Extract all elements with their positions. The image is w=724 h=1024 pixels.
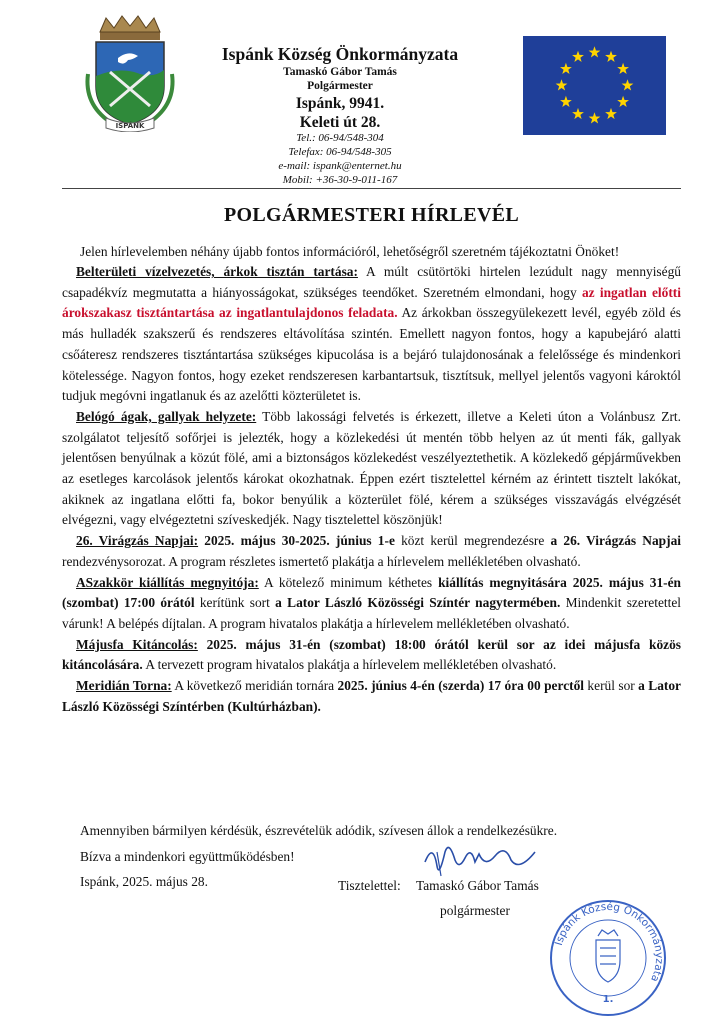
intro-text: Jelen hírlevelemben néhány újabb fontos információról, lehetőségről szeretném tájékoztatni Önöket!	[80, 244, 620, 259]
fax: Telefax: 06-94/548-305	[288, 146, 392, 158]
signer-title: polgármester	[440, 903, 510, 918]
section-exhibition: ASzakkör kiállítás megnyitója: A kötelező minimum kéthetes kiállítás megnyitására 2025. május 31-én (szombat) 17:00 órától kerítünk sort a Lator László Közösségi Színtér nagytermében. Mindenkit szeretettel várunk! A belépés díjtalan. A program hivatalos plakátja a hírlevelem mellékletében olvasható.	[62, 574, 681, 631]
signer-name: Tamaskó Gábor Tamás	[416, 878, 539, 893]
stamp-crest-icon	[596, 930, 620, 982]
mayor-name: Tamaskó Gábor Tamás	[283, 66, 397, 78]
header-divider	[62, 188, 681, 189]
address-city: Ispánk, 9941.	[295, 95, 385, 112]
mobile: Mobil: +36-30-9-011-167	[282, 174, 398, 186]
section-heading: 26. Virágzás Napjai:	[76, 533, 199, 549]
closing-cooperation: Bízva a mindenkori együttműködésben!	[80, 849, 295, 864]
logo-caption: ISPÁNK	[115, 122, 145, 130]
newsletter-body	[62, 262, 681, 717]
stamp-number: 1.	[602, 994, 614, 1005]
email: e-mail: ispank@enternet.hu	[278, 160, 402, 172]
address-street: Keleti út 28.	[299, 114, 381, 131]
highlight-text: az ingatlan előtti árokszakasz tisztántartása az ingatlantulajdonos feladata.	[62, 284, 681, 321]
section-maypole: Májusfa Kitáncolás: 2025. május 31-én (szombat) 18:00 órától kerül sor az idei májusfa közös kitáncolására. A tervezett program hivatalos plakátja a hírlevelem mellékletében olvasható.	[62, 636, 681, 673]
eu-flag-icon	[523, 36, 666, 135]
section-heading: Belterületi vízelvezetés, árkok tisztán tartása:	[76, 264, 358, 279]
stamp-text: Ispánk Község Önkormányzata	[552, 900, 666, 984]
signature-icon	[415, 832, 545, 882]
section-meridian: Meridián Torna: A következő meridián tornára 2025. június 4-én (szerda) 17 óra 00 perctől kerül sor a Lator László Közösségi Színtérben (Kultúrházban).	[62, 678, 681, 714]
section-heading: ASzakkör kiállítás megnyitója:	[76, 574, 259, 590]
svg-text:Ispánk Község Önkormányzata	[553, 901, 665, 984]
regards: Tisztelettel:	[338, 878, 401, 893]
closing-question: Amennyiben bármilyen kérdésük, észrevételük adódik, szívesen állok a rendelkezésükre.	[80, 823, 558, 838]
section-heading: Meridián Torna:	[76, 678, 172, 694]
organization-name: Ispánk Község Önkormányzata	[221, 44, 459, 64]
page-title: POLGÁRMESTERI HÍRLEVÉL	[224, 204, 519, 226]
phone: Tel.: 06-94/548-304	[296, 132, 384, 144]
official-stamp-icon	[548, 898, 668, 1018]
crown-icon	[100, 16, 160, 40]
coat-of-arms-logo	[80, 14, 180, 132]
mayor-title: Polgármester	[307, 80, 373, 92]
section-drainage: Belterületi vízelvezetés, árkok tisztán tartása: A múlt csütörtöki hirtelen lezúdult nagy mennyiségű csapadékvíz megmutatta a hiányosságokat, szükséges teendőket. Szeretném elmondani, hogy az ingatlan előtti árokszakasz tisztántartása az ingatlantulajdonos feladata. Az árkokban összegyülekezett levél, egyéb zöld és más hulladék szakszerű és rendszeres eltávolítása szintén. Emellett nagyon fontos, hogy a kapubejáró alatti csőáteresz rendszeres tisztántartása szükséges kipucolása is a bejáró tulajdonosának a felelőssége és mindenkori kötelessége. Nagyon fontos, hogy ezeket rendszeresen karbantartsuk, tisztítsuk, mellyel jelentős vagyoni károktól tudjuk megóvni ingatlanuk és az azelőtti közterületet is.	[62, 264, 682, 404]
section-branches: Belógó ágak, gallyak helyzete: Több lakossági felvetés is érkezett, illetve a Keleti úton a Volánbusz Zrt. szolgálatot teljesítő sofőrjei is jelezték, hogy a közlekedési út mentén több helyen az út menti fák, gallyak jelentősen benyúlnak a közút fölé, ami a biztonságos közlekedést veszélyeztethetik. A közlekedő gépjárművekben az esetleges karcolások jelentős károkat okozhatnak. Éppen ezért tisztelettel kérném az érintett tisztelt lakókat, akiknek az ingatlana előtti fa, bokor benyúlik a közterület fölé, kérem a szükséges visszavágás elvégzését elvégezni, vagy elvégeztetni szíveskedjék. Nagy tisztelettel köszönjük!	[62, 408, 681, 528]
section-heading: Belógó ágak, gallyak helyzete:	[76, 408, 257, 424]
section-heading: Májusfa Kitáncolás:	[76, 636, 198, 652]
place-date: Ispánk, 2025. május 28.	[80, 874, 208, 889]
section-blossom-days: 26. Virágzás Napjai: 2025. május 30-2025. június 1-e közt kerül megrendezésre a 26. Virágzás Napjai rendezvénysorozat. A program részletes ismertető plakátja a hírlevelem mellékletében olvasható.	[62, 533, 681, 569]
